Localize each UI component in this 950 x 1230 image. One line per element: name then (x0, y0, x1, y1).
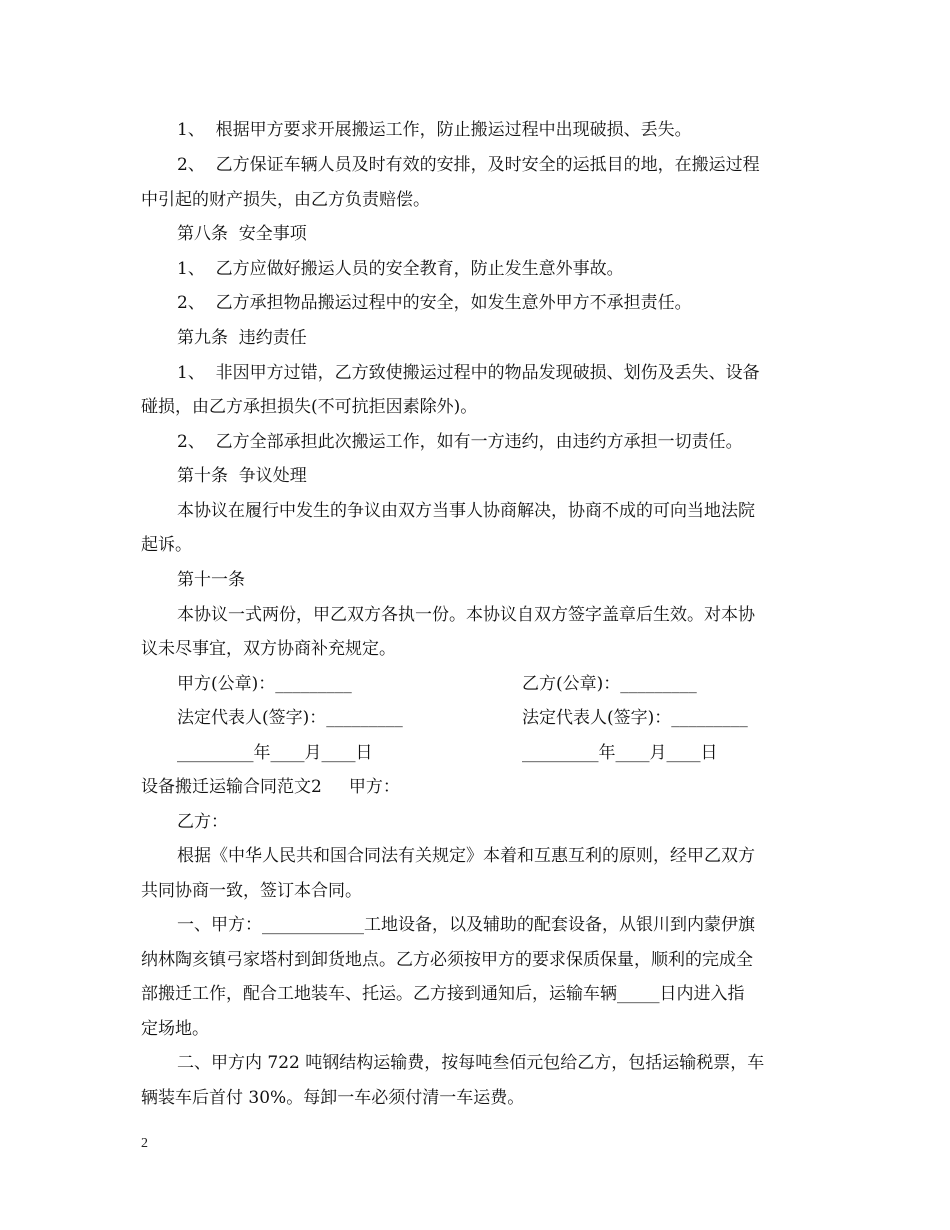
party-b-representative: 法定代表人(签字)：_________ (522, 708, 748, 728)
clause-line: 二、甲方内 722 吨钢结构运输费，按每吨叁佰元包给乙方，包括运输税票，车 (177, 1053, 765, 1073)
clause-line: 2、 乙方全部承担此次搬运工作，如有一方违约，由违约方承担一切责任。 (177, 432, 743, 452)
clause-line: 2、 乙方承担物品搬运过程中的安全，如发生意外甲方不承担责任。 (177, 293, 692, 313)
clause-line: 部搬迁工作，配合工地装车、托运。乙方接到通知后，运输车辆_____日内进入指 (141, 984, 745, 1004)
clause-line: 1、 非因甲方过错，乙方致使搬运过程中的物品发现破损、划伤及丢失、设备 (177, 363, 760, 383)
party-a-date: _________年____月____日 (177, 743, 373, 763)
clause-line: 本协议一式两份，甲乙双方各执一份。本协议自双方签字盖章后生效。对本协 (177, 605, 755, 625)
clause-line: 1、 根据甲方要求开展搬运工作，防止搬运过程中出现破损、丢失。 (177, 120, 692, 140)
page-number: 2 (141, 1136, 148, 1151)
article-heading: 第八条 安全事项 (177, 224, 307, 244)
clause-line: 根据《中华人民共和国合同法有关规定》本着和互惠互利的原则，经甲乙双方 (177, 846, 755, 866)
article-heading: 第九条 违约责任 (177, 328, 307, 348)
party-a-seal: 甲方(公章)：_________ (177, 674, 352, 694)
clause-line: 碰损，由乙方承担损失(不可抗拒因素除外)。 (141, 397, 478, 417)
article-heading: 第十条 争议处理 (177, 466, 307, 486)
clause-line: 一、甲方：____________工地设备，以及辅助的配套设备，从银川到内蒙伊旗 (177, 915, 755, 935)
clause-line: 本协议在履行中发生的争议由双方当事人协商解决，协商不成的可向当地法院 (177, 501, 755, 521)
clause-line: 起诉。 (141, 535, 192, 555)
party-b-line: 乙方： (177, 812, 228, 832)
clause-line: 辆装车后首付 30%。每卸一车必须付清一车运费。 (141, 1088, 525, 1108)
article-heading: 第十一条 (177, 570, 245, 590)
party-a-representative: 法定代表人(签字)：_________ (177, 708, 403, 728)
clause-line: 纳林陶亥镇弓家塔村到卸货地点。乙方必须按甲方的要求保质保量，顺利的完成全 (141, 950, 753, 970)
clause-line: 共同协商一致，签订本合同。 (141, 881, 362, 901)
clause-line: 2、 乙方保证车辆人员及时有效的安排，及时安全的运抵目的地，在搬运过程 (177, 155, 760, 175)
section-heading: 设备搬迁运输合同范文2 甲方： (141, 777, 400, 797)
clause-line: 1、 乙方应做好搬运人员的安全教育，防止发生意外事故。 (177, 259, 624, 279)
clause-line: 中引起的财产损失，由乙方负责赔偿。 (141, 190, 430, 210)
clause-line: 定场地。 (141, 1019, 209, 1039)
party-b-date: _________年____月____日 (522, 743, 718, 763)
party-b-seal: 乙方(公章)：_________ (522, 674, 697, 694)
clause-line: 议未尽事宜，双方协商补充规定。 (141, 639, 396, 659)
